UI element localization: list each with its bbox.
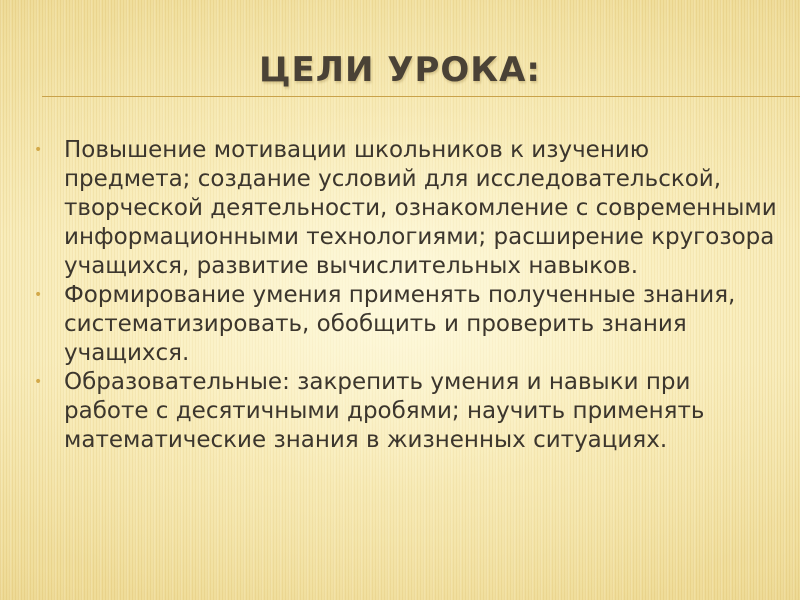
bullet-item-motivation [34, 136, 779, 281]
bullet-dot-icon: • [34, 287, 43, 303]
bullet-dot-icon: • [34, 374, 43, 390]
title-divider [42, 96, 800, 97]
bullet-item-skills [34, 281, 779, 368]
slide-title: ЦЕЛИ УРОКА: [258, 50, 542, 90]
bullet-text: Формирование умения применять полученные знания, систематизировать, обобщить и проверить знания учащихся. [64, 282, 736, 366]
bullet-list [34, 136, 779, 455]
bullet-dot-icon: • [34, 142, 43, 158]
bullet-item-educational [34, 368, 779, 455]
bullet-text: Образовательные: закрепить умения и навыки при работе с десятичными дробями; научить применять математические знания в жизненных ситуациях. [64, 369, 705, 453]
bullet-text: Повышение мотивации школьников к изучению предмета; создание условий для исследовательской, творческой деятельности, ознакомление с современными информационными технологиями; расширение кругозора учащихся, развитие вычислительных навыков. [64, 137, 777, 279]
